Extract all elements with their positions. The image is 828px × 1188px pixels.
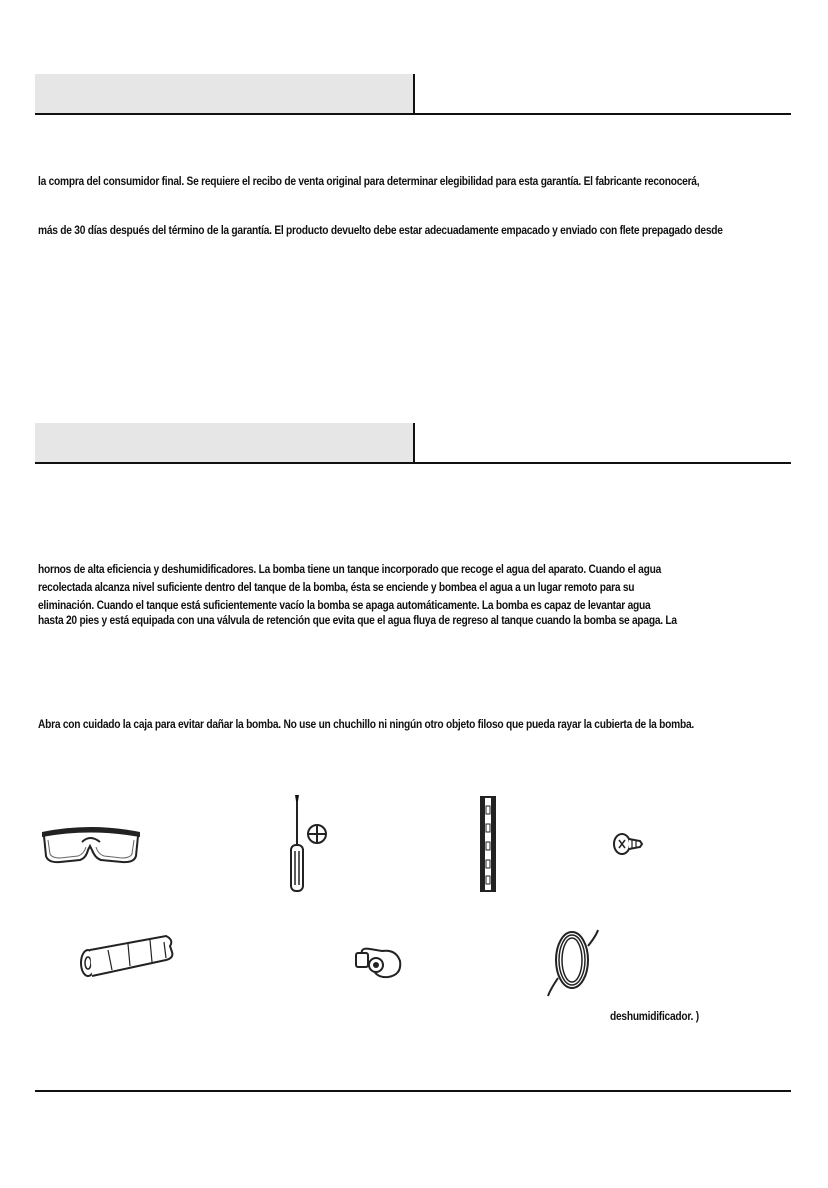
phillips-screwdriver-icon (282, 795, 332, 895)
header-divider (413, 74, 415, 114)
header-rule (35, 113, 791, 115)
wall-anchor-icon (78, 930, 178, 980)
footer-rule (35, 1090, 791, 1092)
header-shade (35, 74, 413, 114)
description-line-4: hasta 20 pies y está equipada con una válvula de retención que evita que el agua fluya de regreso al tanque cuando la bomba se apaga. La (38, 613, 677, 627)
warranty-line-1: la compra del consumidor final. Se requiere el recibo de venta original para determinar elegibilidad para esta garantía. El fabricante reconocerá, (38, 174, 700, 188)
screw-icon (612, 830, 644, 858)
hose-clamp-icon (352, 945, 404, 979)
description-line-2: recolectada alcanza nivel suficiente dentro del tanque de la bomba, ésta se enciende y bombea el agua a un lugar remoto para su (38, 580, 635, 594)
tubing-coil-icon (544, 920, 604, 1000)
header-divider (413, 423, 415, 463)
level-icon (478, 796, 498, 892)
unpacking-text: Abra con cuidado la caja para evitar dañar la bomba. No use un chuchillo ni ningún otro objeto filoso que pueda rayar la cubierta de la bomba. (38, 717, 694, 731)
warranty-section-header (35, 74, 791, 114)
description-section-header (35, 423, 791, 463)
header-shade (35, 423, 413, 463)
safety-glasses-icon (40, 820, 142, 870)
warranty-line-2: más de 30 días después del término de la garantía. El producto devuelto debe estar adecuadamente empacado y enviado con flete prepagado desde (38, 223, 723, 237)
description-line-1: hornos de alta eficiencia y deshumidificadores. La bomba tiene un tanque incorporado que recoge el agua del aparato. Cuando el agua (38, 562, 662, 576)
tubing-caption: deshumidificador. ) (610, 1009, 699, 1023)
description-line-3: eliminación. Cuando el tanque está suficientemente vacío la bomba se apaga automáticamente. La bomba es capaz de levantar agua (38, 598, 651, 612)
header-rule (35, 462, 791, 464)
